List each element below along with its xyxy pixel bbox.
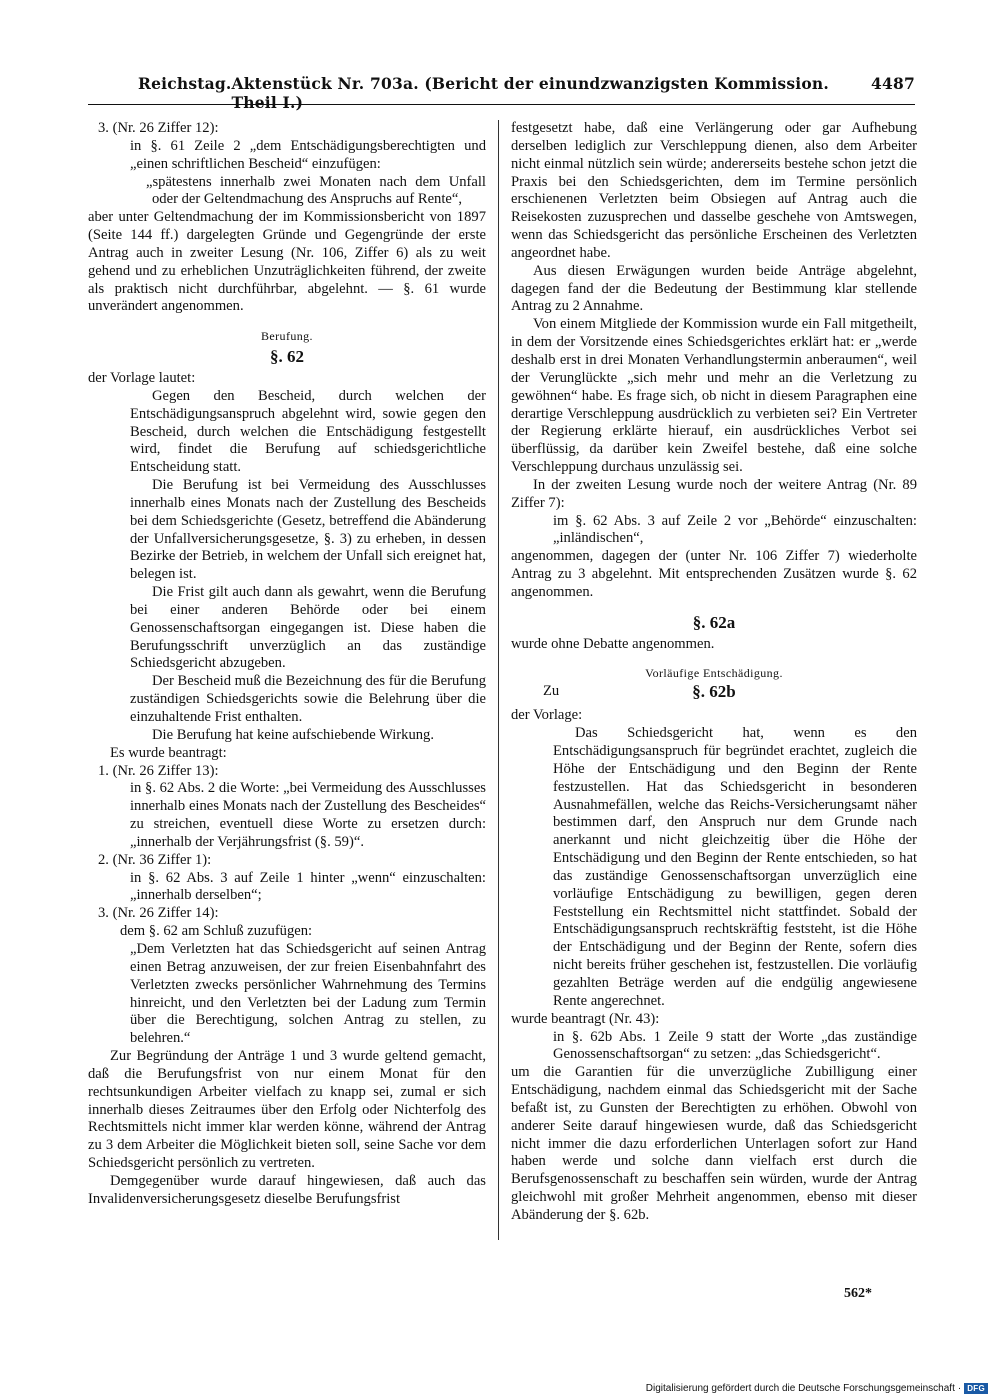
signature-mark: 562* <box>844 1286 872 1301</box>
vorlage-intro: der Vorlage lautet: <box>88 369 196 386</box>
vorlage-intro-62b: der Vorlage: <box>511 707 583 724</box>
paragraph-heading-62a: §. 62a <box>692 612 736 632</box>
beantragt-43: wurde beantragt (Nr. 43): <box>511 1010 660 1027</box>
right-column <box>511 120 917 1225</box>
motion-2-number: 2. (Nr. 36 Ziffer 1): <box>98 851 212 868</box>
garantien-paragraph: um die Garantien für die unverzügliche Zubilligung einer Entschädigung, nachdem einmal das Schiedsgericht mit der Sache befaßt ist, zu Gunsten der Berechtigten zu erhöhen. Obwohl von anderer Seite darauf hingewiesen wurde, daß das Schiedsgericht nicht immer die dazu erforderlichen Unterlagen sofort zur Hand haben werde und solche dann vielfach erst durch die Berufsgenossenschaft zu beschaffen sein würden, wurde der Antrag gleichwohl mit großer Mehrheit angenommen, ebenso mit dieser Abänderung der §. 62b. <box>511 1064 917 1223</box>
amendment-3-quote: „spätestens innerhalb zwei Monaten nach dem Unfall oder der Geltendmachung des Anspruchs auf Rente“, <box>146 173 486 208</box>
digitization-credit: Digitalisierung gefördert durch die Deutsche Forschungsgemeinschaft · DFG <box>646 1383 988 1394</box>
erwaegungen-paragraph: Aus diesen Erwägungen wurden beide Anträge abgelehnt, dagegen fand der die Bedeutung der Bestimmung klar stellende Antrag zu 2 Annahme. <box>511 262 917 315</box>
draft-62b: Das Schiedsgericht hat, wenn es den Entschädigungsanspruch für begründet erachtet, zugleich die Höhe der Entschädigung und den Beginn der Rente festzustellen. Hat das Schiedsgericht in besonderen Ausnahmefällen, welche das Reichs-Versicherungsamt näher bestimmen darf, den Anspruch nur dem Grunde nach anerkannt und nicht gleichzeitig über die Höhe der Entschädigung und den Beginn der Rente entschieden, so hat das zuständige Genossenschaftsorgan unverzüglich eine vorläufige Entschädigung zu bewilligen, gegen deren Feststellung ein Rechtsmittel nicht stattfindet. Sobald der Entschädigungsanspruch rechtskräftig feststeht, ist die Höhe der Entschädigung und der Beginn der Rente, sofern dies nicht bereits früher geschehen ist, festzustellen. Die vorläufig gezahlten Beträge werden auf die endgülig angewiesene Rente angerechnet. <box>553 725 917 1009</box>
paragraph-heading-62: §. 62 <box>270 347 304 367</box>
motion-1-text: in §. 62 Abs. 2 die Worte: „bei Vermeidung des Ausschlusses innerhalb eines Monats nach der Zustellung des Bescheides“ zu streichen, eventuell diese Worte zu ersetzen durch: „innerhalb der Verjährungsfrist (§. 59)“. <box>130 780 486 850</box>
mitglied-paragraph: Von einem Mitgliede der Kommission wurde ein Fall mitgetheilt, in dem der Vorsitzende eines Schiedsgerichtes erklärt hat: er „werde deshalb erst in drei Monaten Verhandlungstermin anberaumen“, weil der Verunglückte „sich mehr und mehr an die Verletzung zu gewöhnen“ habe. Es frage sich, ob nicht in diesem Paragraphen eine derartige Verschleppung ausdrücklich zu verbieten sei? Ein Vertreter der Regierung erklärte hierauf, ein ausdrückliches Verbot sei überflüssig, da darüber kein Zweifel bestehe, daß eine solche Verschleppung durchaus unzulässig sei. <box>511 316 917 476</box>
motion-2-text: in §. 62 Abs. 3 auf Zeile 1 hinter „wenn“ einzuschalten: „innerhalb derselben“; <box>130 869 486 904</box>
paragraph-heading-62b: §. 62b <box>692 682 736 702</box>
zu-heading-row <box>511 683 917 707</box>
amendment-3-text: in §. 61 Zeile 2 „dem Entschädigungsberechtigten und „einen schriftlichen Bescheid“ einzufügen: <box>130 137 486 172</box>
header-left: Reichstag. <box>138 74 232 93</box>
running-header <box>138 74 915 112</box>
credit-text: Digitalisierung gefördert durch die Deutsche Forschungsgemeinschaft <box>645 1383 955 1394</box>
amendment-3-number: 3. (Nr. 26 Ziffer 12): <box>98 120 219 136</box>
motion-3-number: 3. (Nr. 26 Ziffer 14): <box>98 905 219 922</box>
motion-3-quote: „Dem Verletzten hat das Schiedsgericht auf seinen Antrag einen Betrag anzuweisen, der zur freien Eisenbahnfahrt des Verletzten zwecks persönlicher Wahrnehmung des Termins hinreicht, und den Verletzten bei der Ladung zum Termin über die Berechtigung, solchen Antrag zu stellen, zu belehren.“ <box>130 940 486 1047</box>
zu-label: Zu <box>543 683 560 700</box>
demgegenueber-paragraph: Demgegenüber wurde darauf hingewiesen, daß auch das Invalidenversicherungsgesetz dieselbe Berufungsfrist <box>88 1172 486 1207</box>
page-number: 4487 <box>871 74 915 93</box>
header-title: Aktenstück Nr. 703a. (Bericht der einundzwanzigsten Kommission. Theil I.) <box>231 74 829 112</box>
amendment-3-result: aber unter Geltendmachung der im Kommissionsbericht von 1897 (Seite 144 ff.) dargelegten Gründe und Gegengründe der erste Antrag auch in zweiter Lesung (Nr. 106, Ziffer 6) als zu weit gehend und zu erheblichen Unzuträglichkeiten führend, der zweite als praktisch nicht durchführbar, abgelehnt. — §. 61 wurde unverändert angenommen. <box>88 209 486 315</box>
zweite-lesung-paragraph: In der zweiten Lesung wurde noch der weitere Antrag (Nr. 89 Ziffer 7): <box>511 476 917 511</box>
antrag-43-text: in §. 62b Abs. 1 Zeile 9 statt der Worte „das zuständige Genossenschaftsorgan“ zu setzen: „das Schiedsgericht“. <box>553 1028 917 1063</box>
section-title-berufung: Berufung. <box>261 329 313 344</box>
column-divider <box>498 120 499 1240</box>
section-title-vorlaeufige-entschaedigung: Vorläufige Entschädigung. <box>645 666 783 681</box>
beantragt-intro: Es wurde beantragt: <box>110 744 227 761</box>
ohne-debatte-text: wurde ohne Debatte angenommen. <box>511 635 715 652</box>
motion-1-number: 1. (Nr. 26 Ziffer 13): <box>98 762 219 779</box>
motion-3-text: dem §. 62 am Schluß zuzufügen: <box>120 923 313 940</box>
draft-paragraph-3: Die Frist gilt auch dann als gewahrt, wenn die Berufung bei einer anderen Behörde oder bei einem Genossenschaftsorgan eingegangen ist. Diese haben die Berufungsschrift unverzüglich an das zuständige Schiedsgericht abzugeben. <box>130 584 486 672</box>
draft-paragraph-1: Gegen den Bescheid, durch welchen der Entschädigungsanspruch abgelehnt wird, sowie gegen den Bescheid, durch welchen die Entschädigung festgestellt wird, findet die Berufung auf schiedsgerichtliche Entscheidung statt. <box>130 387 486 476</box>
left-column <box>88 120 486 1209</box>
header-rule <box>88 104 915 105</box>
draft-paragraph-5: Die Berufung hat keine aufschiebende Wirkung. <box>152 726 435 743</box>
continuation-paragraph: festgesetzt habe, daß eine Verlängerung oder gar Aufhebung derselben lediglich zur Verschleppung dienen, also dem Arbeiter nicht einmal nützlich sein würde; andererseits bestehe schon jetzt die Praxis bei den Schiedsgerichten, dem im Termine persönlich erschienenen Verletzten beim Obsiegen auf Antrag auch die Reisekosten zuzusprechen und dasselbe geschehe von Amtswegen, wenn das Schiedsgericht das persönliche Erscheinen des Verletzten angeordnet habe. <box>511 120 917 261</box>
draft-paragraph-4: Der Bescheid muß die Bezeichnung des für die Berufung zuständigen Schiedsgerichts sowie die Belehrung über die einzuhaltende Frist enthalten. <box>130 673 486 725</box>
begruendung-paragraph: Zur Begründung der Anträge 1 und 3 wurde geltend gemacht, daß die Berufungsfrist von nur einem Monat für den rechtsunkundigen Arbeiter vielfach zu knapp sei, zumal er sich innerhalb dieses Zeitraumes über den Erfolg oder Nichterfolg des Rechtsmittels nicht immer klar werden könne, während der Antrag zu 3 dem Arbeiter die Möglichkeit bieten soll, seine Sache vor dem Schiedsgericht persönlich zu vertreten. <box>88 1048 486 1172</box>
zweite-lesung-text: im §. 62 Abs. 3 auf Zeile 2 vor „Behörde“ einzuschalten: „inländischen“, <box>553 512 917 547</box>
dfg-logo-icon: DFG <box>964 1383 988 1394</box>
draft-paragraph-2: Die Berufung ist bei Vermeidung des Ausschlusses innerhalb eines Monats nach der Zustellung des Bescheids bei dem Schiedsgerichte (Gesetz, betreffend die Abänderung der Unfallversicherungsgesetze, §. 3) zu erheben, in dessen Bezirke der Betrieb, in welchem der Unfall sich ereignet hat, belegen ist. <box>130 477 486 583</box>
angenommen-paragraph: angenommen, dagegen der (unter Nr. 106 Ziffer 7) wiederholte Antrag zu 3 abgelehnt. Mit entsprechenden Zusätzen wurde §. 62 angenommen. <box>511 548 917 600</box>
